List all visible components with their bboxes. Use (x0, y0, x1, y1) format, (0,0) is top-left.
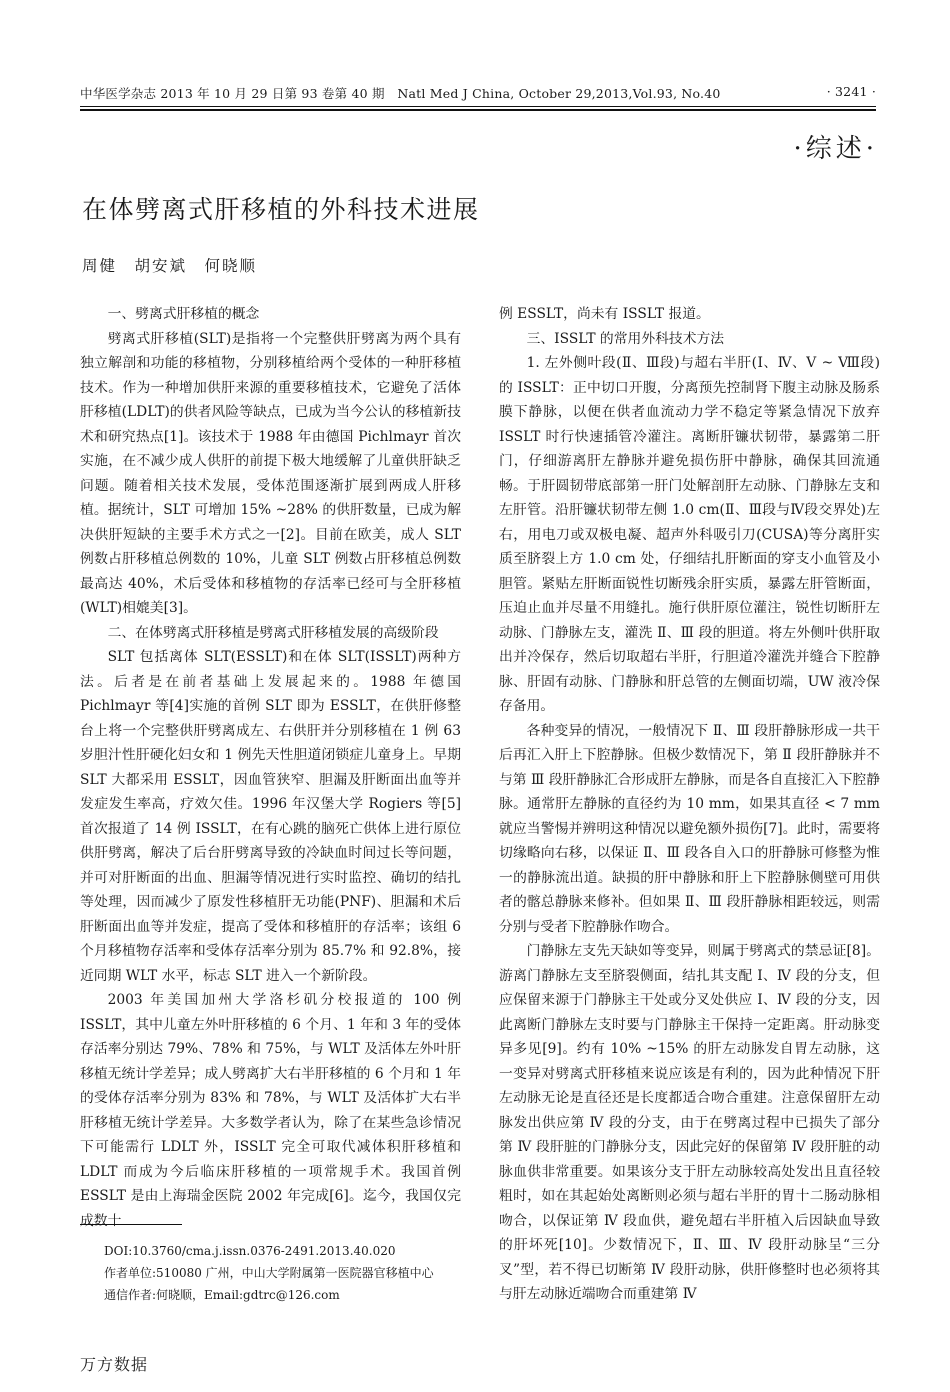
paragraph: 2003 年美国加州大学洛杉矶分校报道的 100 例 ISSLT，其中儿童左外叶肝移植的 6 个月、1 年和 3 年的受体存活率分别达 79%、78% 和 75%，与 WLT 及活体左外叶肝移植无统计学差异；成人劈离扩大右半肝移植的 6 个月和 1 年的受体存活率分别为 83% 和 78%，与 WLT 及活体扩大右半肝移植无统计学差异。大多数学者认为，除了在某些急诊情况下可能需行 LDLT 外，ISSLT 完全可取代减体积肝移植和 LDLT 而成为今后临床肝移植的一项常规手术。我国首例 ESSLT 是由上海瑞金医院 2002 年完成[6]。迄今，我国仅完成数十 (80, 992, 461, 1229)
section-heading: 二、在体劈离式肝移植是劈离式肝移植发展的高级阶段 (107, 624, 439, 641)
header-rule-thick (80, 109, 876, 111)
paragraph: SLT 包括离体 SLT(ESSLT)和在体 SLT(ISSLT)两种方法。后者是在前者基础上发展起来的。1988 年德国 Pichlmayr 等[4]实施的首例 SLT 即为 ESSLT，在供肝修整台上将一个完整供肝劈离成左、右供肝并分别移植在 1 例 63 岁胆汁性肝硬化妇女和 1 例先天性胆道闭锁症儿童身上。早期 SLT 大都采用 ESSLT，因血管狭窄、胆漏及肝断面出血等并发症发生率高，疗效欠佳。1996 年汉堡大学 Rogiers 等[5]首次报道了 14 例 ISSLT，在有心跳的脑死亡供体上进行原位供肝劈离，解决了后台肝劈离导致的冷缺血时间过长等问题，并可对肝断面的出血、胆漏等情况进行实时监控、确切的结扎等处理，因而减少了原发性移植肝无功能(PNF)、胆漏和术后肝断面出血等并发症，提高了受体和移植肝的存活率；该组 6 个月移植物存活率和受体存活率分别为 85.7% 和 92.8%，接近同期 WLT 水平，标志 SLT 进入一个新阶段。 (80, 649, 461, 984)
article-title: 在体劈离式肝移植的外科技术进展 (82, 195, 480, 224)
paragraph: 劈离式肝移植(SLT)是指将一个完整供肝劈离为两个具有独立解剖和功能的移植物，分别移植给两个受体的一种肝移植技术。作为一种增加供肝来源的重要移植技术，它避免了活体肝移植(LDLT)的供者风险等缺点，已成为当今公认的移植新技术和研究热点[1]。该技术于 1988 年由德国 Pichlmayr 首次实施，在不减少成人供肝的前提下极大地缓解了儿童供肝缺乏问题。随着相关技术发展，受体范围逐渐扩展到两成人肝移植。据统计，SLT 可增加 15% ~28% 的供肝数量，已成为解决供肝短缺的主要手术方式之一[2]。目前在欧美，成人 SLT 例数占肝移植总例数的 10%，儿童 SLT 例数占肝移植总例数最高达 40%，术后受体和移植物的存活率已经可与全肝移植(WLT)相媲美[3]。 (80, 330, 461, 616)
section-label: ·综述· (793, 134, 878, 164)
doi: DOI:10.3760/cma.j.issn.0376-2491.2013.40.020 (104, 1244, 396, 1258)
footnotes (104, 1240, 474, 1306)
paragraph: 各种变异的情况，一般情况下 Ⅱ、Ⅲ 段肝静脉形成一共干后再汇入肝上下腔静脉。但极少数情况下，第 Ⅱ 段肝静脉并不与第 Ⅲ 段肝静脉汇合形成肝左静脉，而是各自直接汇入下腔静脉。通常肝左静脉的直径约为 10 mm，如果其直径 < 7 mm 就应当警惕并辨明这种情况以避免额外损伤[7]。此时，需要将切缘略向右移，以保证 Ⅱ、Ⅲ 段各自入口的肝静脉可修整为惟一的静脉流出道。缺损的肝中静脉和肝上下腔静脉侧壁可用供者的髂总静脉来修补。但如果 Ⅱ、Ⅲ 段肝静脉相距较远，则需分别与受者下腔静脉作吻合。 (499, 722, 880, 935)
paragraph: 门静脉左支先天缺如等变异，则属于劈离式的禁忌证[8]。游离门静脉左支至脐裂侧面，结扎其支配 Ⅰ、Ⅳ 段的分支，但应保留来源于门静脉主干处或分叉处供应 Ⅰ、Ⅳ 段的分支，因此离断门静脉左支时要与门静脉主干保持一定距离。肝动脉变异多见[9]。约有 10% ~15% 的肝左动脉发自胃左动脉，这一变异对劈离式肝移植来说应该是有利的，因为此种情况下肝左动脉无论是直径还是长度都适合吻合重建。注意保留肝左动脉发出供应第 Ⅳ 段的分支，由于在劈离过程中已损失了部分第 Ⅳ 段肝脏的门静脉分支，因此完好的保留第 Ⅳ 段肝脏的动脉血供非常重要。如果该分支于肝左动脉较高处发出且直径较粗时，如在其起始处离断则必须与超右半肝的胃十二肠动脉相吻合，以保证第 Ⅳ 段血供，避免超右半肝植入后因缺血导致的肝坏死[10]。少数情况下，Ⅱ、Ⅲ、Ⅳ 段肝动脉呈“三分叉”型，若不得已切断第 Ⅳ 段肝动脉，供肝修整时也必须将其与肝左动脉近端吻合而重建第 Ⅳ (499, 943, 880, 1302)
section-heading: 一、劈离式肝移植的概念 (107, 306, 260, 322)
paragraph: 1. 左外侧叶段(Ⅱ、Ⅲ段)与超右半肝(Ⅰ、Ⅳ、Ⅴ ~ Ⅷ段)的 ISSLT：正中切口开腹，分离预先控制肾下腹主动脉及肠系膜下静脉，以便在供者血流动力学不稳定等紧急情况下放弃 ISSLT 时行快速插管冷灌注。离断肝镰状韧带，暴露第二肝门，仔细游离肝左静脉并避免损伤肝中静脉，确保其回流通畅。于肝圆韧带底部第一肝门处解剖肝左动脉、门静脉左支和左肝管。沿肝镰状韧带左侧 1.0 cm(Ⅱ、Ⅲ段与Ⅳ段交界处)左右，用电刀或双极电凝、超声外科吸引刀(CUSA)等分离肝实质至脐裂上方 1.0 cm 处，仔细结扎肝断面的穿支小血管及小胆管。紧贴左肝断面锐性切断残余肝实质，暴露左肝管断面，压迫止血并尽量不用缝扎。施行供肝原位灌注，锐性切断肝左动脉、门静脉左支，灌洗 Ⅱ、Ⅲ 段的胆道。将左外侧叶供肝取出并冷保存，然后切取超右半肝，行胆道冷灌洗并缝合下腔静脉、肝固有动脉、门静脉和肝总管的左侧面切端，UW 液冷保存备用。 (499, 355, 880, 714)
right-column (499, 302, 880, 1307)
header-rule (80, 106, 876, 107)
page-number: · 3241 · (826, 84, 876, 99)
affiliation: 作者单位:510080 广州，中山大学附属第一医院器官移植中心 (104, 1266, 434, 1280)
paragraph: 例 ESSLT，尚未有 ISSLT 报道。 (499, 306, 710, 322)
footnote-rule (80, 1224, 182, 1225)
left-column (80, 302, 461, 1233)
journal-citation: 中华医学杂志 2013 年 10 月 29 日第 93 卷第 40 期 Natl Med J China, October 29,2013,Vol.93, No.40 (80, 86, 721, 101)
article-authors: 周健 胡安斌 何晓顺 (82, 257, 258, 275)
section-heading: 三、ISSLT 的常用外科技术方法 (526, 330, 725, 347)
running-header (80, 84, 876, 106)
correspondence: 通信作者:何晓顺，Email:gdtrc@126.com (104, 1288, 340, 1302)
watermark: 万方数据 (80, 1355, 149, 1374)
